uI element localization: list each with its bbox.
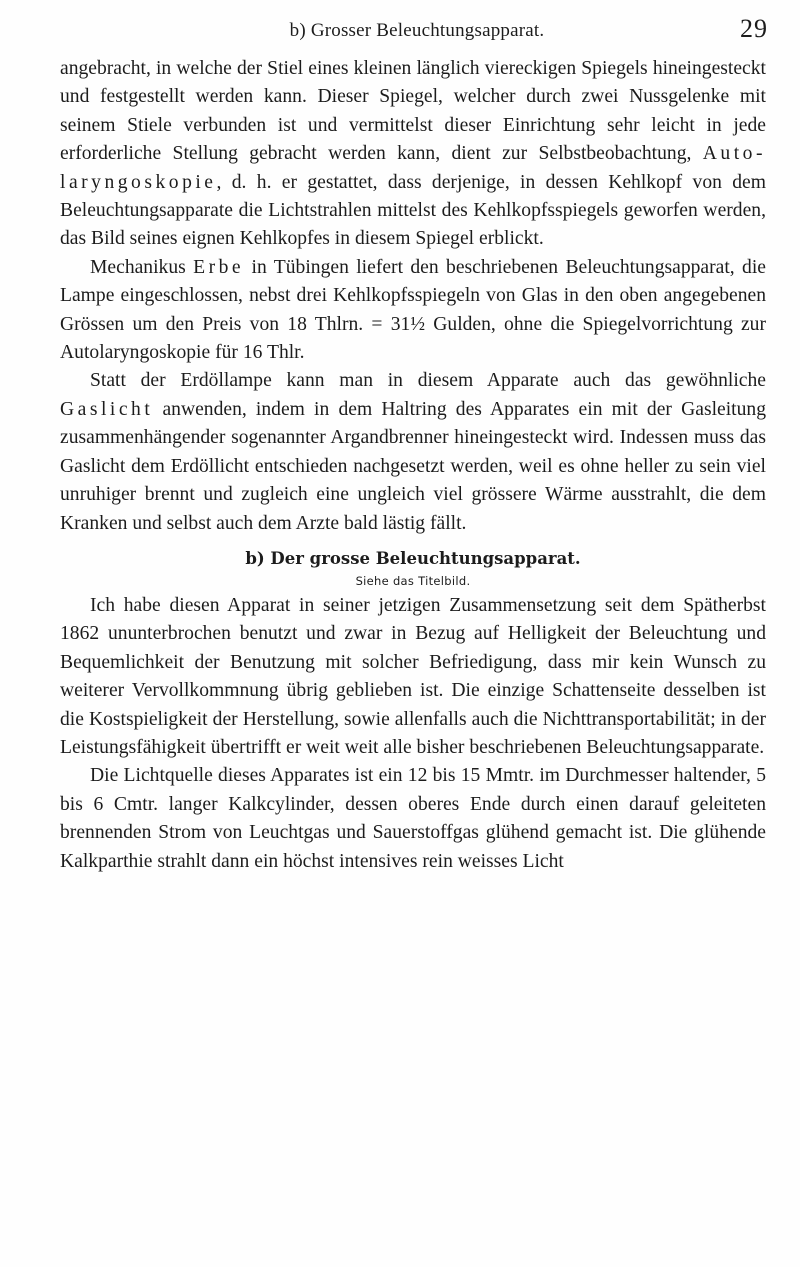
paragraph-text: , d. h. er gestattet, dass derjenige, in dessen Kehlkopf von dem Beleuchtungsapparate die Lichtstrahlen mittelst des Kehlkopfsspiegels geworfen werden, das Bild seines eignen Kehlkopfes in diesem Spiegel erblickt. bbox=[60, 171, 766, 250]
paragraph-text: in Tübingen liefert den beschriebenen Beleuchtungsapparat, die Lampe eingeschlossen, nebst drei Kehlkopfsspiegeln von Glas in den oben angegebenen Grössen um den Preis von 18 Thlrn. = 31½ Gulden, ohne die Spiegelvorrichtung zur Autolaryngoskopie für 16 Thlr. bbox=[60, 256, 766, 364]
paragraph-text: Mechanikus bbox=[90, 256, 194, 278]
text-body bbox=[60, 55, 766, 876]
section-heading: b) Der grosse Beleuchtungsapparat. bbox=[245, 548, 581, 568]
spaced-term: Auto-laryngoskopie bbox=[60, 143, 766, 193]
paragraph-mechanikus bbox=[60, 254, 766, 368]
spaced-name: Erbe bbox=[193, 256, 245, 278]
running-title: b) Grosser Beleuchtungsapparat. bbox=[289, 20, 545, 41]
paragraph-autolaryngoskopie bbox=[60, 55, 766, 254]
spaced-term: Gaslicht bbox=[60, 398, 154, 420]
page-number: 29 bbox=[740, 14, 768, 43]
paragraph-text: Statt der Erdöllampe kann man in diesem Apparate auch das gewöhnliche bbox=[90, 370, 766, 392]
paragraph-gaslicht bbox=[60, 367, 766, 537]
paragraph-text: angebracht, in welche der Stiel eines kleinen länglich viereckigen Spiegels hineingesteckt und festgestellt werden kann. Dieser Spiegel, welcher durch zwei Nussgelenke mit seinem Stiele verbunden ist und vermittelst dieser Einrichtung sehr leicht in jede erforderliche Stellung gebracht werden kann, dient zur Selbstbeobachtung, bbox=[60, 58, 766, 165]
section-note: Siehe das Titelbild. bbox=[355, 573, 471, 588]
paragraph-lichtquelle: Die Lichtquelle dieses Apparates ist ein 12 bis 15 Mmtr. im Durchmesser haltender, 5 bis 6 Cmtr. langer Kalkcylinder, dessen oberes Ende durch einen darauf geleiteten brennenden Strom von Leuchtgas und Sauerstoffgas glühend gemacht ist. Die glühende Kalkparthie strahlt dann ein höchst intensives rein weisses Licht bbox=[60, 765, 766, 872]
paragraph-text: anwenden, indem in dem Haltring des Apparates ein mit der Gasleitung zusammenhängender sogenannter Argandbrenner hineingesteckt wird. Indessen muss das Gaslicht dem Erdöllicht entschieden nachgesetzt werden, weil es ohne heller zu sein viel unruhiger brennt und zugleich eine ungleich viel grössere Wärme ausstrahlt, die dem Kranken und selbst auch dem Arzte bald lästig fällt. bbox=[60, 398, 766, 534]
running-head bbox=[62, 6, 772, 42]
paragraph-apparat: Ich habe diesen Apparat in seiner jetzigen Zusammensetzung seit dem Spätherbst 1862 ununterbrochen benutzt und zwar in Bezug auf Helligkeit der Beleuchtung und Bequemlichkeit der Benutzung mit solcher Befriedigung, dass mir kein Wunsch zu weiterer Vervollkommnung übrig geblieben ist. Die einzige Schattenseite desselben ist die Kostspieligkeit der Herstellung, sowie allenfalls auch die Nichttransportabilität; in der Leistungsfähigkeit übertrifft er weit weit alle bisher beschriebenen Beleuchtungsapparate. bbox=[60, 594, 766, 758]
